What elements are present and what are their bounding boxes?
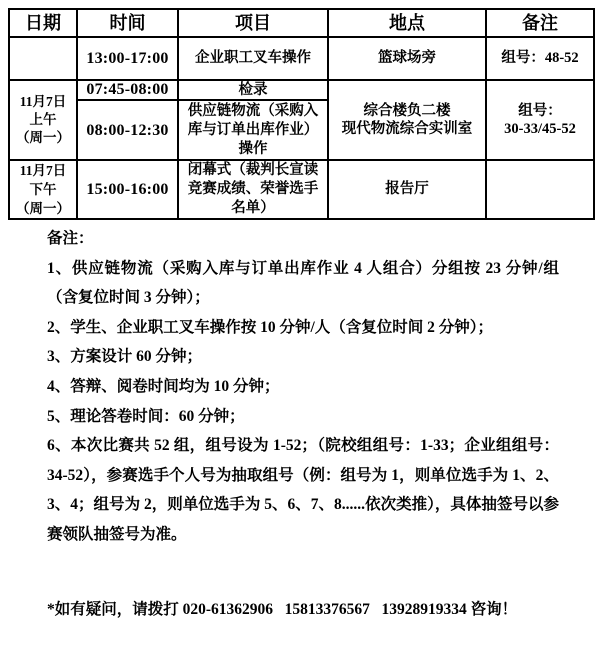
note-item-4: 4、答辩、阅卷时间均为 10 分钟； — [47, 377, 280, 395]
row2-note-cell — [486, 80, 594, 160]
date-line: 下午 — [29, 182, 57, 197]
row1-date-cell — [9, 37, 77, 80]
note-item-1: 1、供应链物流（采购入库与订单出库作业 4 人组合）分组按 23 分钟/组（含复位时间 3 分钟）； — [47, 259, 559, 307]
item-line: 名单） — [231, 200, 275, 216]
note-line: 30-33/45-52 — [504, 121, 576, 137]
place-line: 现代物流综合实训室 — [341, 121, 473, 137]
note-item-5: 5、理论答卷时间：60 分钟； — [47, 407, 245, 425]
column-header-place: 地点 — [328, 9, 486, 37]
row2b-time-cell: 08:00-12:30 — [77, 100, 178, 160]
column-header-date: 日期 — [9, 9, 77, 37]
date-line: 上午 — [29, 112, 57, 127]
notes-heading: 备注： — [47, 230, 94, 247]
note-item-6: 6、本次比赛共 52 组，组号设为 1-52；（院校组组号：1-33；企业组组号：34-52），参赛选手个人号为抽取组号（例：组号为 1，则单位选手为 1、2、3、4；组号为 2，则单位选手为 5、6、7、8......依次类推），具体抽签号以参赛领队抽签号为准。 — [47, 437, 559, 543]
date-line: （周一） — [16, 201, 70, 216]
row2a-item-cell: 检录 — [178, 80, 328, 100]
item-line: 供应链物流（采购入 — [187, 102, 319, 119]
place-line: 综合楼负二楼 — [363, 103, 451, 119]
row1-time-cell: 13:00-17:00 — [77, 37, 178, 80]
schedule-table — [8, 8, 595, 220]
contact-line: *如有疑问，请拨打 020-61362906 15813376567 13928919334 咨询！ — [47, 601, 518, 618]
date-line: 11月7日 — [19, 94, 67, 109]
column-header-note: 备注 — [486, 9, 594, 37]
row3-time-cell: 15:00-16:00 — [77, 160, 178, 219]
row2a-time-cell: 07:45-08:00 — [77, 80, 178, 100]
item-line: 库与订单出库作业） — [187, 121, 319, 138]
row2-place-cell — [328, 80, 486, 160]
note-item-2: 2、学生、企业职工叉车操作按 10 分钟/人（含复位时间 2 分钟）； — [47, 318, 494, 336]
table-row — [9, 80, 594, 100]
row2-date-cell — [9, 80, 77, 160]
row3-date-cell — [9, 160, 77, 219]
table-row — [9, 37, 594, 80]
note-line: 组号： — [518, 103, 562, 119]
table-header-row — [9, 9, 594, 37]
date-line: 11月7日 — [19, 163, 67, 178]
item-line: 竞赛成绩、荣誉选手 — [187, 181, 319, 197]
row1-place-cell: 篮球场旁 — [328, 37, 486, 80]
item-line: 闭幕式（裁判长宣读 — [187, 162, 319, 178]
row1-note-cell: 组号：48-52 — [486, 37, 594, 80]
row1-item-cell: 企业职工叉车操作 — [178, 37, 328, 80]
column-header-item: 项目 — [178, 9, 328, 37]
row3-note-cell — [486, 160, 594, 219]
row3-place-cell: 报告厅 — [328, 160, 486, 219]
note-item-3: 3、方案设计 60 分钟； — [47, 348, 203, 366]
date-line: （周一） — [16, 130, 70, 145]
notes-section — [47, 224, 559, 550]
column-header-time: 时间 — [77, 9, 178, 37]
item-line: 操作 — [238, 140, 268, 157]
table-row — [9, 160, 594, 219]
row3-item-cell — [178, 160, 328, 219]
row2b-item-cell — [178, 100, 328, 160]
